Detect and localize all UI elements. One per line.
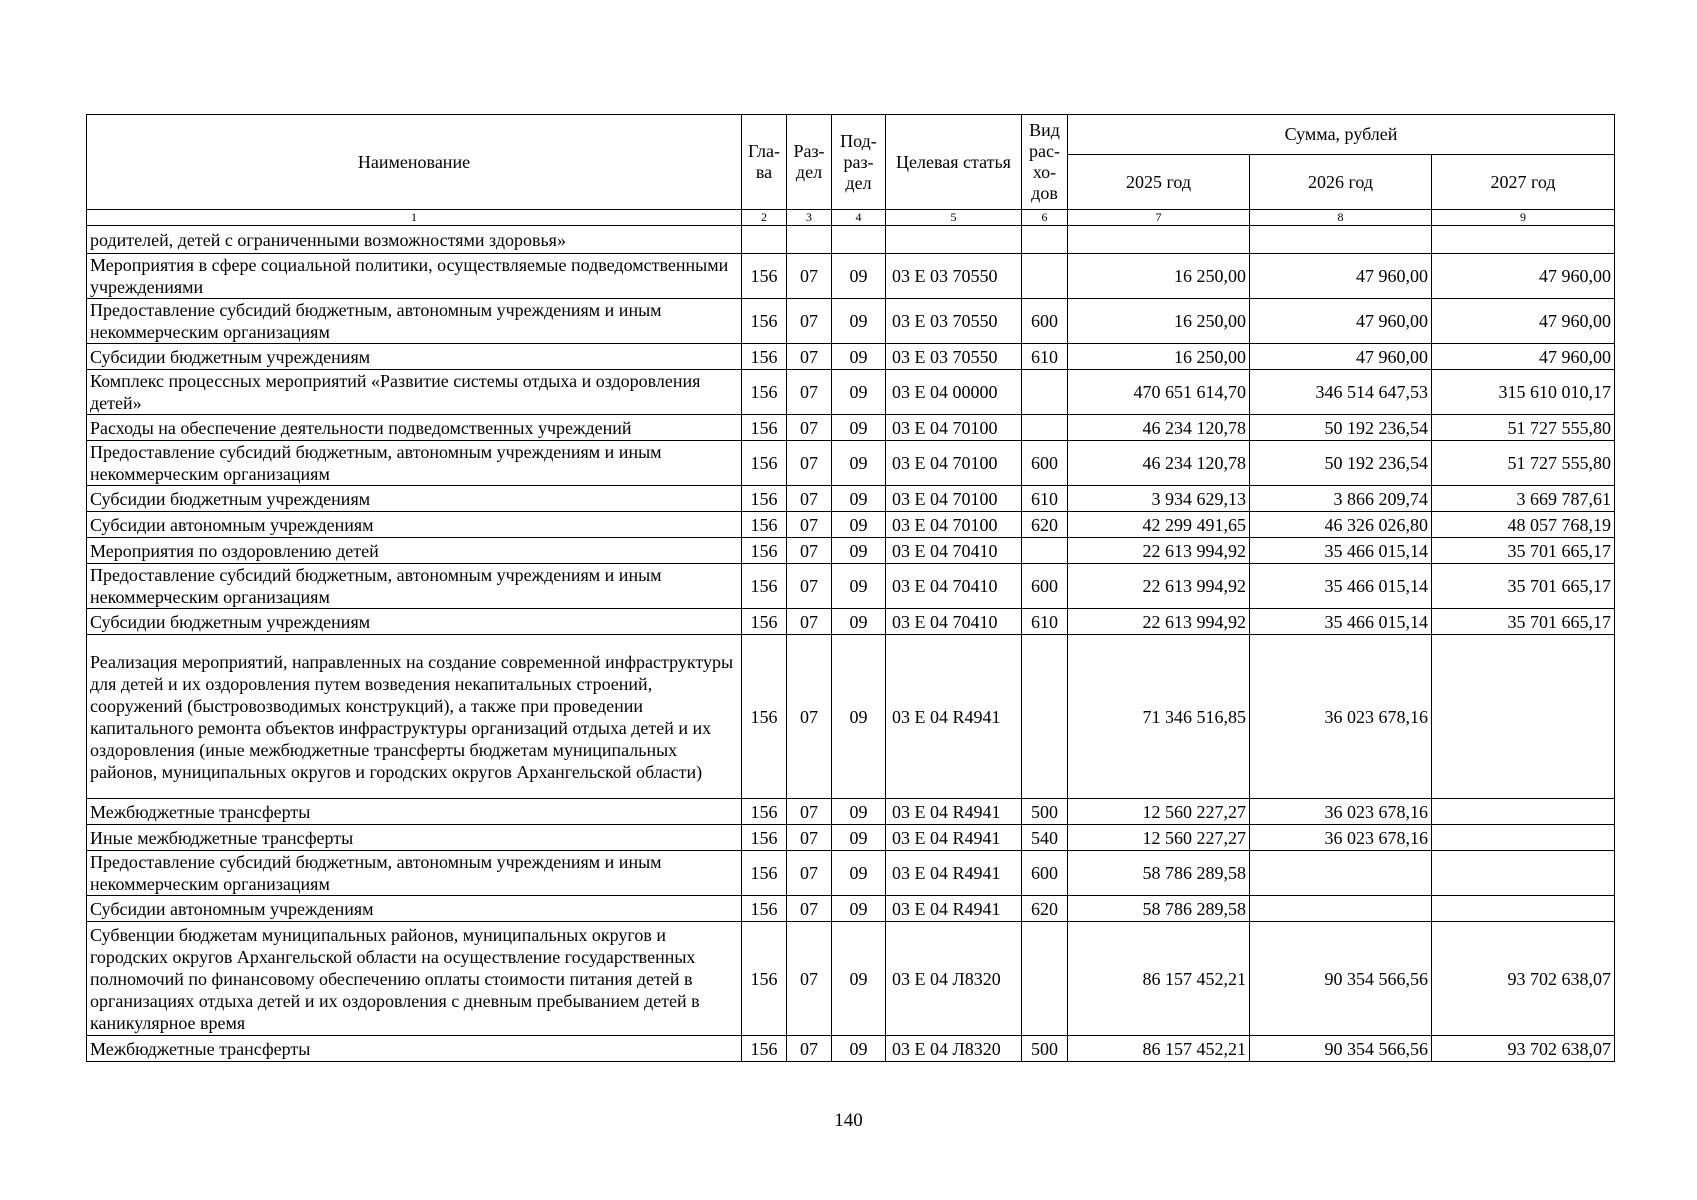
row-glava: 156 bbox=[742, 825, 787, 851]
row-celevaya-statya: 03 Е 04 70100 bbox=[886, 486, 1022, 512]
row-amount-2027: 35 701 665,17 bbox=[1432, 564, 1615, 609]
row-razdel: 07 bbox=[787, 564, 832, 609]
row-amount-2027 bbox=[1432, 226, 1615, 254]
row-vid-rashodov bbox=[1022, 370, 1068, 415]
row-celevaya-statya: 03 Е 04 R4941 bbox=[886, 635, 1022, 799]
row-razdel: 07 bbox=[787, 851, 832, 896]
row-razdel: 07 bbox=[787, 344, 832, 370]
table-row bbox=[87, 512, 1615, 538]
row-celevaya-statya: 03 Е 04 70100 bbox=[886, 415, 1022, 441]
row-amount-2026: 47 960,00 bbox=[1250, 254, 1432, 299]
row-vid-rashodov bbox=[1022, 415, 1068, 441]
row-podrazdel: 09 bbox=[832, 922, 886, 1036]
row-vid-rashodov bbox=[1022, 922, 1068, 1036]
row-name: родителей, детей с ограниченными возможностями здоровья» bbox=[87, 226, 742, 254]
row-amount-2027: 51 727 555,80 bbox=[1432, 415, 1615, 441]
row-name: Предоставление субсидий бюджетным, автономным учреждениям и иным некоммерческим организациям bbox=[87, 564, 742, 609]
header-year-2027: 2027 год bbox=[1432, 155, 1615, 210]
row-razdel: 07 bbox=[787, 486, 832, 512]
row-podrazdel: 09 bbox=[832, 635, 886, 799]
row-amount-2027: 35 701 665,17 bbox=[1432, 609, 1615, 635]
row-celevaya-statya: 03 Е 04 70100 bbox=[886, 441, 1022, 486]
row-amount-2025: 22 613 994,92 bbox=[1068, 538, 1250, 564]
row-razdel: 07 bbox=[787, 896, 832, 922]
budget-table-body bbox=[87, 226, 1615, 1062]
row-razdel: 07 bbox=[787, 254, 832, 299]
row-razdel bbox=[787, 226, 832, 254]
header-name: Наименование bbox=[87, 115, 742, 210]
row-amount-2026: 47 960,00 bbox=[1250, 344, 1432, 370]
row-vid-rashodov: 610 bbox=[1022, 344, 1068, 370]
table-row bbox=[87, 538, 1615, 564]
table-row bbox=[87, 851, 1615, 896]
row-amount-2026: 47 960,00 bbox=[1250, 299, 1432, 344]
table-row bbox=[87, 254, 1615, 299]
header-year-2025: 2025 год bbox=[1068, 155, 1250, 210]
row-glava: 156 bbox=[742, 299, 787, 344]
row-vid-rashodov: 610 bbox=[1022, 486, 1068, 512]
column-numbers-row bbox=[87, 210, 1615, 226]
row-razdel: 07 bbox=[787, 415, 832, 441]
row-glava: 156 bbox=[742, 254, 787, 299]
row-podrazdel: 09 bbox=[832, 896, 886, 922]
page-number: 140 bbox=[834, 1110, 863, 1131]
row-amount-2027 bbox=[1432, 896, 1615, 922]
row-podrazdel: 09 bbox=[832, 564, 886, 609]
row-vid-rashodov: 600 bbox=[1022, 851, 1068, 896]
row-name: Комплекс процессных мероприятий «Развитие системы отдыха и оздоровления детей» bbox=[87, 370, 742, 415]
row-podrazdel: 09 bbox=[832, 254, 886, 299]
row-amount-2025: 22 613 994,92 bbox=[1068, 564, 1250, 609]
row-amount-2025: 86 157 452,21 bbox=[1068, 1036, 1250, 1062]
row-vid-rashodov bbox=[1022, 254, 1068, 299]
row-amount-2027: 47 960,00 bbox=[1432, 254, 1615, 299]
row-amount-2026 bbox=[1250, 896, 1432, 922]
row-glava: 156 bbox=[742, 609, 787, 635]
budget-table-container bbox=[86, 114, 1614, 1062]
row-celevaya-statya: 03 Е 03 70550 bbox=[886, 344, 1022, 370]
row-amount-2026: 50 192 236,54 bbox=[1250, 415, 1432, 441]
column-number: 9 bbox=[1432, 210, 1615, 226]
row-vid-rashodov: 600 bbox=[1022, 299, 1068, 344]
row-celevaya-statya: 03 Е 04 Л8320 bbox=[886, 922, 1022, 1036]
table-row bbox=[87, 441, 1615, 486]
row-amount-2026: 50 192 236,54 bbox=[1250, 441, 1432, 486]
row-name: Предоставление субсидий бюджетным, автономным учреждениям и иным некоммерческим организациям bbox=[87, 851, 742, 896]
row-amount-2026: 35 466 015,14 bbox=[1250, 609, 1432, 635]
column-number: 4 bbox=[832, 210, 886, 226]
row-amount-2027: 47 960,00 bbox=[1432, 344, 1615, 370]
row-razdel: 07 bbox=[787, 1036, 832, 1062]
column-number: 2 bbox=[742, 210, 787, 226]
row-amount-2027: 35 701 665,17 bbox=[1432, 538, 1615, 564]
row-glava: 156 bbox=[742, 564, 787, 609]
row-podrazdel: 09 bbox=[832, 344, 886, 370]
table-row bbox=[87, 564, 1615, 609]
table-row bbox=[87, 299, 1615, 344]
row-name: Мероприятия по оздоровлению детей bbox=[87, 538, 742, 564]
table-row bbox=[87, 415, 1615, 441]
row-celevaya-statya: 03 Е 04 70100 bbox=[886, 512, 1022, 538]
row-glava bbox=[742, 226, 787, 254]
budget-table bbox=[86, 114, 1615, 1062]
header-razdel: Раз- дел bbox=[787, 115, 832, 210]
row-amount-2026: 35 466 015,14 bbox=[1250, 538, 1432, 564]
table-row bbox=[87, 922, 1615, 1036]
row-amount-2025: 46 234 120,78 bbox=[1068, 441, 1250, 486]
row-name: Субсидии автономным учреждениям bbox=[87, 512, 742, 538]
row-celevaya-statya: 03 Е 04 Л8320 bbox=[886, 1036, 1022, 1062]
row-amount-2027: 93 702 638,07 bbox=[1432, 1036, 1615, 1062]
row-celevaya-statya bbox=[886, 226, 1022, 254]
header-summa: Сумма, рублей bbox=[1068, 115, 1615, 155]
row-amount-2027 bbox=[1432, 851, 1615, 896]
row-glava: 156 bbox=[742, 799, 787, 825]
row-podrazdel: 09 bbox=[832, 370, 886, 415]
row-amount-2026: 36 023 678,16 bbox=[1250, 635, 1432, 799]
row-podrazdel: 09 bbox=[832, 799, 886, 825]
table-row bbox=[87, 344, 1615, 370]
header-vid-rashodov: Вид рас- хо- дов bbox=[1022, 115, 1068, 210]
row-amount-2026: 36 023 678,16 bbox=[1250, 799, 1432, 825]
row-amount-2027 bbox=[1432, 825, 1615, 851]
row-razdel: 07 bbox=[787, 370, 832, 415]
column-number: 5 bbox=[886, 210, 1022, 226]
row-amount-2026: 46 326 026,80 bbox=[1250, 512, 1432, 538]
row-amount-2027: 315 610 010,17 bbox=[1432, 370, 1615, 415]
column-number: 1 bbox=[87, 210, 742, 226]
row-name: Субсидии автономным учреждениям bbox=[87, 896, 742, 922]
row-glava: 156 bbox=[742, 370, 787, 415]
row-amount-2025: 12 560 227,27 bbox=[1068, 799, 1250, 825]
row-razdel: 07 bbox=[787, 441, 832, 486]
row-amount-2027: 47 960,00 bbox=[1432, 299, 1615, 344]
row-vid-rashodov bbox=[1022, 226, 1068, 254]
table-row bbox=[87, 635, 1615, 799]
row-name: Предоставление субсидий бюджетным, автономным учреждениям и иным некоммерческим организациям bbox=[87, 441, 742, 486]
row-razdel: 07 bbox=[787, 512, 832, 538]
row-name: Предоставление субсидий бюджетным, автономным учреждениям и иным некоммерческим организациям bbox=[87, 299, 742, 344]
table-row bbox=[87, 799, 1615, 825]
table-row bbox=[87, 1036, 1615, 1062]
row-vid-rashodov: 620 bbox=[1022, 896, 1068, 922]
row-vid-rashodov bbox=[1022, 635, 1068, 799]
row-amount-2025: 16 250,00 bbox=[1068, 299, 1250, 344]
header-podrazdel: Под- раз- дел bbox=[832, 115, 886, 210]
row-vid-rashodov: 610 bbox=[1022, 609, 1068, 635]
row-amount-2027: 3 669 787,61 bbox=[1432, 486, 1615, 512]
row-name: Межбюджетные трансферты bbox=[87, 799, 742, 825]
row-podrazdel: 09 bbox=[832, 299, 886, 344]
row-amount-2025: 86 157 452,21 bbox=[1068, 922, 1250, 1036]
row-amount-2025 bbox=[1068, 226, 1250, 254]
column-number: 3 bbox=[787, 210, 832, 226]
row-celevaya-statya: 03 Е 04 70410 bbox=[886, 538, 1022, 564]
row-amount-2026: 35 466 015,14 bbox=[1250, 564, 1432, 609]
table-row bbox=[87, 486, 1615, 512]
column-number: 6 bbox=[1022, 210, 1068, 226]
row-amount-2027 bbox=[1432, 635, 1615, 799]
table-row bbox=[87, 370, 1615, 415]
row-podrazdel: 09 bbox=[832, 486, 886, 512]
row-amount-2025: 12 560 227,27 bbox=[1068, 825, 1250, 851]
row-podrazdel: 09 bbox=[832, 538, 886, 564]
row-podrazdel: 09 bbox=[832, 415, 886, 441]
row-celevaya-statya: 03 Е 03 70550 bbox=[886, 299, 1022, 344]
row-celevaya-statya: 03 Е 03 70550 bbox=[886, 254, 1022, 299]
table-row bbox=[87, 226, 1615, 254]
row-amount-2026: 3 866 209,74 bbox=[1250, 486, 1432, 512]
row-celevaya-statya: 03 Е 04 70410 bbox=[886, 564, 1022, 609]
row-amount-2027: 51 727 555,80 bbox=[1432, 441, 1615, 486]
row-razdel: 07 bbox=[787, 825, 832, 851]
row-vid-rashodov: 500 bbox=[1022, 799, 1068, 825]
row-amount-2026 bbox=[1250, 851, 1432, 896]
row-glava: 156 bbox=[742, 1036, 787, 1062]
row-amount-2025: 16 250,00 bbox=[1068, 254, 1250, 299]
row-podrazdel: 09 bbox=[832, 851, 886, 896]
row-celevaya-statya: 03 Е 04 70410 bbox=[886, 609, 1022, 635]
row-glava: 156 bbox=[742, 851, 787, 896]
row-amount-2025: 3 934 629,13 bbox=[1068, 486, 1250, 512]
row-podrazdel: 09 bbox=[832, 609, 886, 635]
row-glava: 156 bbox=[742, 486, 787, 512]
row-amount-2027: 48 057 768,19 bbox=[1432, 512, 1615, 538]
row-glava: 156 bbox=[742, 512, 787, 538]
row-amount-2026: 36 023 678,16 bbox=[1250, 825, 1432, 851]
row-name: Субвенции бюджетам муниципальных районов, муниципальных округов и городских округов Архангельской области на осуществление государственных полномочий по финансовому обеспечению оплаты стоимости питания детей в организациях отдыха детей и их оздоровления с дневным пребыванием детей в каникулярное время bbox=[87, 922, 742, 1036]
row-name: Межбюджетные трансферты bbox=[87, 1036, 742, 1062]
row-vid-rashodov: 500 bbox=[1022, 1036, 1068, 1062]
row-name: Реализация мероприятий, направленных на создание современной инфраструктуры для детей и их оздоровления путем возведения некапитальных строений, сооружений (быстровозводимых конструкций), а также при проведении капитального ремонта объектов инфраструктуры организаций отдыха детей и их оздоровления (иные межбюджетные трансферты бюджетам муниципальных районов, муниципальных округов и городских округов Архангельской области) bbox=[87, 635, 742, 799]
row-glava: 156 bbox=[742, 635, 787, 799]
row-glava: 156 bbox=[742, 896, 787, 922]
row-amount-2027 bbox=[1432, 799, 1615, 825]
row-podrazdel bbox=[832, 226, 886, 254]
header-glava: Гла- ва bbox=[742, 115, 787, 210]
row-amount-2025: 71 346 516,85 bbox=[1068, 635, 1250, 799]
row-glava: 156 bbox=[742, 922, 787, 1036]
row-razdel: 07 bbox=[787, 635, 832, 799]
row-glava: 156 bbox=[742, 441, 787, 486]
table-row bbox=[87, 609, 1615, 635]
row-celevaya-statya: 03 Е 04 00000 bbox=[886, 370, 1022, 415]
row-celevaya-statya: 03 Е 04 R4941 bbox=[886, 851, 1022, 896]
header-celevaya-statya: Целевая статья bbox=[886, 115, 1022, 210]
row-amount-2026: 346 514 647,53 bbox=[1250, 370, 1432, 415]
row-name: Субсидии бюджетным учреждениям bbox=[87, 609, 742, 635]
row-podrazdel: 09 bbox=[832, 441, 886, 486]
column-number: 7 bbox=[1068, 210, 1250, 226]
row-name: Субсидии бюджетным учреждениям bbox=[87, 344, 742, 370]
row-name: Иные межбюджетные трансферты bbox=[87, 825, 742, 851]
row-razdel: 07 bbox=[787, 299, 832, 344]
row-razdel: 07 bbox=[787, 538, 832, 564]
row-name: Мероприятия в сфере социальной политики, осуществляемые подведомственными учреждениями bbox=[87, 254, 742, 299]
row-vid-rashodov: 540 bbox=[1022, 825, 1068, 851]
row-podrazdel: 09 bbox=[832, 1036, 886, 1062]
row-amount-2025: 16 250,00 bbox=[1068, 344, 1250, 370]
row-celevaya-statya: 03 Е 04 R4941 bbox=[886, 896, 1022, 922]
row-amount-2026 bbox=[1250, 226, 1432, 254]
header-year-2026: 2026 год bbox=[1250, 155, 1432, 210]
row-glava: 156 bbox=[742, 415, 787, 441]
row-amount-2025: 470 651 614,70 bbox=[1068, 370, 1250, 415]
row-amount-2025: 22 613 994,92 bbox=[1068, 609, 1250, 635]
row-amount-2026: 90 354 566,56 bbox=[1250, 922, 1432, 1036]
row-name: Расходы на обеспечение деятельности подведомственных учреждений bbox=[87, 415, 742, 441]
row-celevaya-statya: 03 Е 04 R4941 bbox=[886, 825, 1022, 851]
row-podrazdel: 09 bbox=[832, 512, 886, 538]
row-vid-rashodov: 600 bbox=[1022, 441, 1068, 486]
row-amount-2025: 46 234 120,78 bbox=[1068, 415, 1250, 441]
row-razdel: 07 bbox=[787, 799, 832, 825]
column-number: 8 bbox=[1250, 210, 1432, 226]
row-name: Субсидии бюджетным учреждениям bbox=[87, 486, 742, 512]
row-amount-2027: 93 702 638,07 bbox=[1432, 922, 1615, 1036]
row-razdel: 07 bbox=[787, 922, 832, 1036]
row-vid-rashodov: 620 bbox=[1022, 512, 1068, 538]
table-row bbox=[87, 825, 1615, 851]
row-vid-rashodov: 600 bbox=[1022, 564, 1068, 609]
row-glava: 156 bbox=[742, 344, 787, 370]
row-celevaya-statya: 03 Е 04 R4941 bbox=[886, 799, 1022, 825]
row-vid-rashodov bbox=[1022, 538, 1068, 564]
row-amount-2026: 90 354 566,56 bbox=[1250, 1036, 1432, 1062]
row-razdel: 07 bbox=[787, 609, 832, 635]
row-amount-2025: 58 786 289,58 bbox=[1068, 851, 1250, 896]
row-glava: 156 bbox=[742, 538, 787, 564]
row-podrazdel: 09 bbox=[832, 825, 886, 851]
table-row bbox=[87, 896, 1615, 922]
row-amount-2025: 58 786 289,58 bbox=[1068, 896, 1250, 922]
row-amount-2025: 42 299 491,65 bbox=[1068, 512, 1250, 538]
